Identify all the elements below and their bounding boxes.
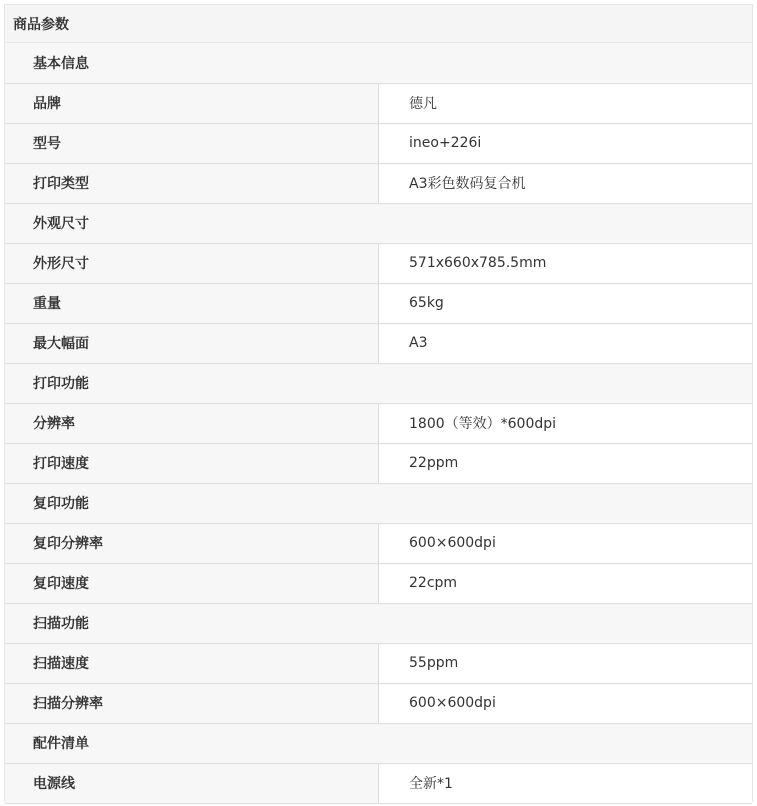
section-title: 复印功能 bbox=[5, 483, 752, 523]
spec-row-scan-speed bbox=[5, 643, 752, 683]
spec-row-power-cord bbox=[5, 763, 752, 803]
spec-row-model bbox=[5, 123, 752, 163]
spec-row-weight bbox=[5, 283, 752, 323]
spec-value: A3 bbox=[379, 323, 753, 363]
section-title: 配件清单 bbox=[5, 723, 752, 763]
section-row-appearance bbox=[5, 203, 752, 243]
spec-key: 扫描分辨率 bbox=[5, 683, 379, 723]
spec-key: 扫描速度 bbox=[5, 643, 379, 683]
product-specs-panel bbox=[4, 4, 753, 802]
spec-key: 打印速度 bbox=[5, 443, 379, 483]
spec-key: 外形尺寸 bbox=[5, 243, 379, 283]
spec-row-copy-speed bbox=[5, 563, 752, 603]
section-title: 基本信息 bbox=[5, 43, 752, 83]
panel-title: 商品参数 bbox=[5, 5, 752, 43]
section-title: 打印功能 bbox=[5, 363, 752, 403]
spec-value: 600×600dpi bbox=[379, 683, 753, 723]
section-row-print-function bbox=[5, 363, 752, 403]
spec-key: 复印分辨率 bbox=[5, 523, 379, 563]
spec-value: 德凡 bbox=[379, 83, 753, 123]
spec-key: 打印类型 bbox=[5, 163, 379, 203]
spec-key: 最大幅面 bbox=[5, 323, 379, 363]
spec-key: 重量 bbox=[5, 283, 379, 323]
spec-row-resolution bbox=[5, 403, 752, 443]
spec-row-max-paper-size bbox=[5, 323, 752, 363]
spec-row-brand bbox=[5, 83, 752, 123]
spec-key: 分辨率 bbox=[5, 403, 379, 443]
spec-row-print-type bbox=[5, 163, 752, 203]
spec-row-copy-resolution bbox=[5, 523, 752, 563]
section-row-accessories bbox=[5, 723, 752, 763]
spec-value: 55ppm bbox=[379, 643, 753, 683]
spec-key: 品牌 bbox=[5, 83, 379, 123]
spec-table bbox=[5, 43, 752, 804]
spec-row-print-speed bbox=[5, 443, 752, 483]
spec-row-dimensions bbox=[5, 243, 752, 283]
spec-value: A3彩色数码复合机 bbox=[379, 163, 753, 203]
section-row-scan-function bbox=[5, 603, 752, 643]
spec-value: 1800（等效）*600dpi bbox=[379, 403, 753, 443]
spec-value: 65kg bbox=[379, 283, 753, 323]
spec-key: 型号 bbox=[5, 123, 379, 163]
spec-row-scan-resolution bbox=[5, 683, 752, 723]
section-title: 扫描功能 bbox=[5, 603, 752, 643]
spec-value: 22cpm bbox=[379, 563, 753, 603]
spec-key: 电源线 bbox=[5, 763, 379, 803]
spec-value: ineo+226i bbox=[379, 123, 753, 163]
section-row-copy-function bbox=[5, 483, 752, 523]
spec-key: 复印速度 bbox=[5, 563, 379, 603]
section-title: 外观尺寸 bbox=[5, 203, 752, 243]
spec-value: 600×600dpi bbox=[379, 523, 753, 563]
spec-value: 571x660x785.5mm bbox=[379, 243, 753, 283]
spec-value: 22ppm bbox=[379, 443, 753, 483]
section-row-basic-info bbox=[5, 43, 752, 83]
spec-value: 全新*1 bbox=[379, 763, 753, 803]
